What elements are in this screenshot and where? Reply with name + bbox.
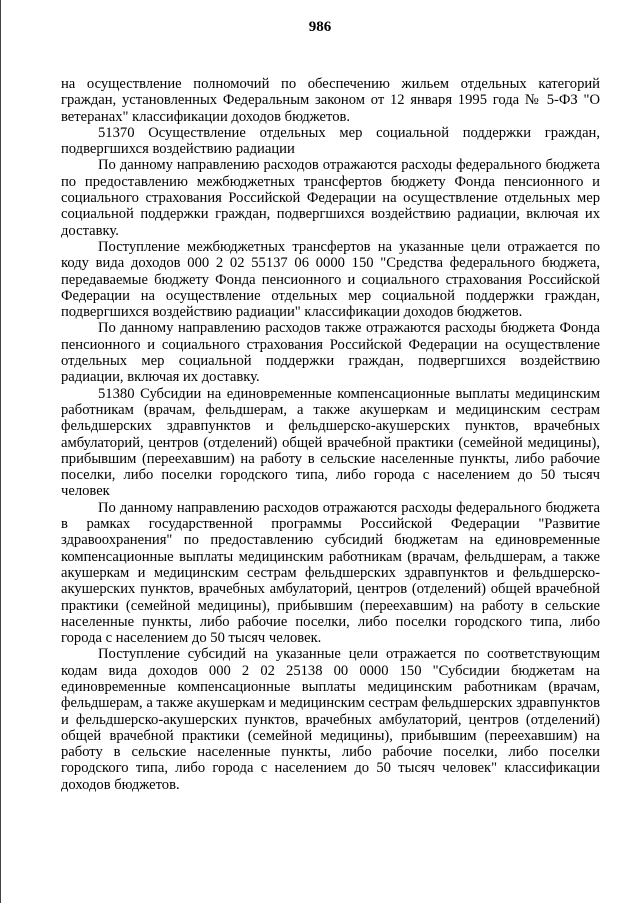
paragraph-receipts-51370: Поступление межбюджетных трансфертов на указанные цели отражается по коду вида доходов 000 2 02 55137 06 0000 150 "Средства федерального бюджета, передаваемые бюджету Фонда пенсионного и социального страхования Российской Федерации на осуществление отдельных мер социальной поддержки граждан, подвергшихся воздействию радиации" классификации доходов бюджетов. <box>61 238 600 321</box>
paragraph-fund-expenses-51370: По данному направлению расходов также отражаются расходы бюджета Фонда пенсионного и социального страхования Российской Федерации на осуществление отдельных мер социальной поддержки граждан, подвергшихся воздействию радиации, включая их доставку. <box>61 320 600 386</box>
paragraph-expenses-51380: По данному направлению расходов отражаются расходы федерального бюджета в рамках государственной программы Российской Федерации "Развитие здравоохранения" по предоставлению субсидий бюджетам на единовременные компенсационные выплаты медицинским работникам (врачам, фельдшерам, а также акушеркам и медицинским сестрам фельдшерских здравпунктов и фельдшерско-акушерских пунктов, врачебных амбулаторий, центров (отделений) общей врачебной практики (семейной медицины), прибывшим (переехавшим) на работу в сельские населенные пункты, либо рабочие поселки, либо поселки городского типа, либо города с населением до 50 тысяч человек. <box>61 499 600 647</box>
paragraph-heading-51380: 51380 Субсидии на единовременные компенсационные выплаты медицинским работникам (врачам, фельдшерам, а также акушеркам и медицинским сестрам фельдшерских здравпунктов и фельдшерско-акушерских пунктов, врачебных амбулаторий, центров (отделений) общей врачебной практики (семейной медицины), прибывшим (переехавшим) на работу в сельские населенные пункты, либо рабочие поселки, либо поселки городского типа, либо города с населением до 50 тысяч человек <box>61 385 600 500</box>
paragraph-continuation: на осуществление полномочий по обеспечению жильем отдельных категорий граждан, установленных Федеральным законом от 12 января 1995 года № 5-ФЗ "О ветеранах" классификации доходов бюджетов. <box>61 76 600 125</box>
paragraph-expenses-51370: По данному направлению расходов отражаются расходы федерального бюджета по предоставлению межбюджетных трансфертов бюджету Фонда пенсионного и социального страхования Российской Федерации на осуществление отдельных мер социальной поддержки граждан, подвергшихся воздействию радиации, включая их доставку. <box>61 157 600 239</box>
document-body <box>61 76 600 793</box>
paragraph-heading-51370: 51370 Осуществление отдельных мер социальной поддержки граждан, подвергшихся воздействию радиации <box>61 124 600 158</box>
scan-edge-line <box>0 0 1 903</box>
paragraph-receipts-51380: Поступление субсидий на указанные цели отражается по соответствующим кодам вида доходов 000 2 02 25138 00 0000 150 "Субсидии бюджетам на единовременные компенсационные выплаты медицинским работникам (врачам, фельдшерам, а также акушеркам и медицинским сестрам фельдшерских здравпунктов и фельдшерско-акушерских пунктов, врачебных амбулаторий, центров (отделений) общей врачебной практики (семейной медицины), прибывшим (переехавшим) на работу в сельские населенные пункты, либо рабочие поселки, либо поселки городского типа, либо города с населением до 50 тысяч человек" классификации доходов бюджетов. <box>61 646 600 793</box>
page-number: 986 <box>308 19 332 35</box>
